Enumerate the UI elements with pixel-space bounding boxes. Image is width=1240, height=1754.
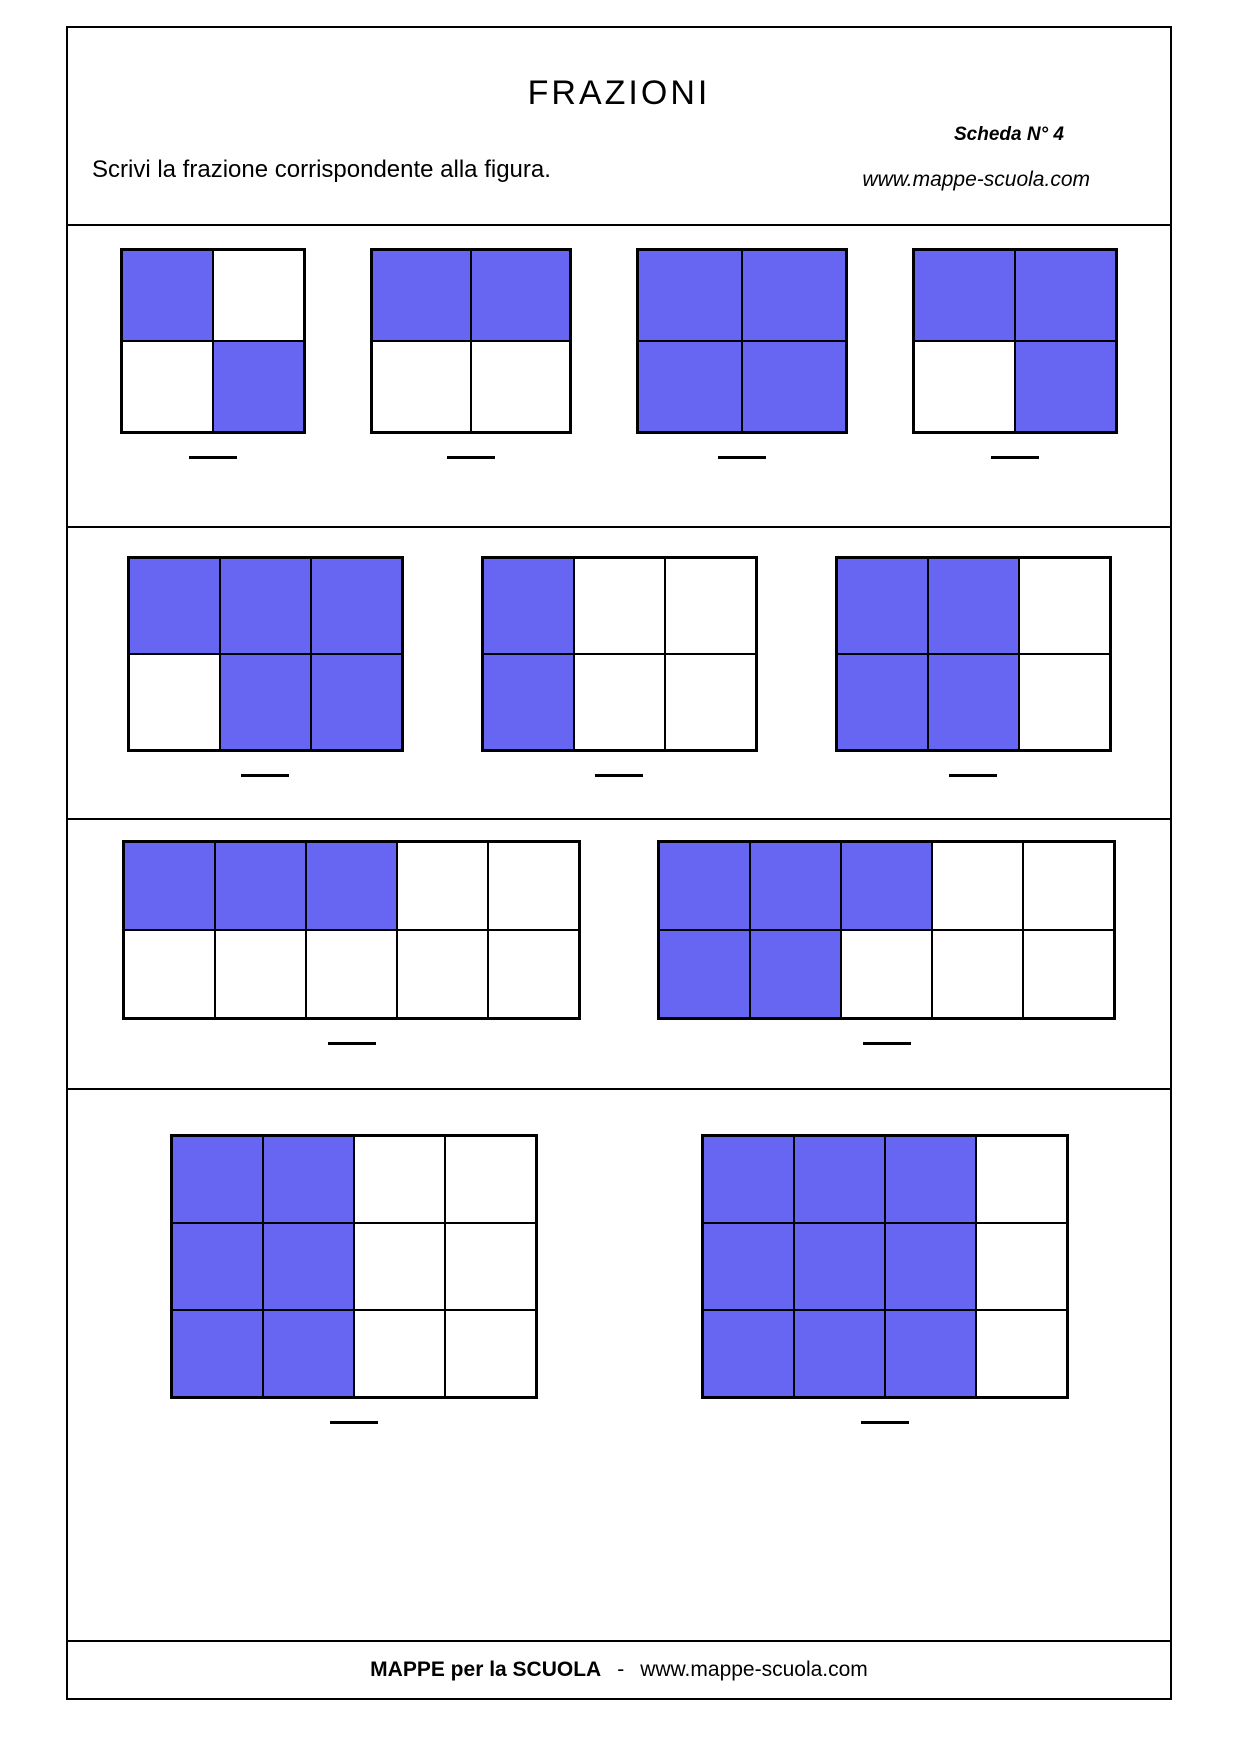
- figure-cell-empty: [488, 842, 579, 930]
- figure-cell-filled: [750, 842, 841, 930]
- figure-cell-filled: [220, 654, 311, 750]
- figure-cell-empty: [445, 1310, 536, 1397]
- footer-dash: -: [617, 1658, 625, 1681]
- figure-cell-filled: [372, 250, 471, 341]
- fraction-figure: [170, 1134, 538, 1399]
- instruction-text: Scrivi la frazione corrispondente alla figura.: [92, 156, 551, 183]
- figure-cell-filled: [794, 1310, 885, 1397]
- figure-cell-filled: [703, 1136, 794, 1223]
- figure-cell-filled: [1015, 250, 1116, 341]
- figure-cell-empty: [215, 930, 306, 1018]
- figure-cell-filled: [750, 930, 841, 1018]
- exercise-row-1: [68, 224, 1170, 526]
- answer-blank[interactable]: [447, 456, 495, 459]
- figure-cell-filled: [885, 1310, 976, 1397]
- fraction-exercise: [701, 1134, 1069, 1424]
- fraction-exercise: [636, 248, 848, 459]
- figure-cell-empty: [397, 842, 488, 930]
- fraction-exercise: [481, 556, 758, 777]
- figure-cell-filled: [172, 1223, 263, 1310]
- figure-cell-empty: [445, 1223, 536, 1310]
- worksheet-sheet: [66, 26, 1172, 1700]
- figure-cell-empty: [932, 930, 1023, 1018]
- fraction-figure: [120, 248, 306, 434]
- figure-cell-empty: [124, 930, 215, 1018]
- figure-cell-filled: [703, 1223, 794, 1310]
- figure-cell-filled: [263, 1310, 354, 1397]
- figure-cell-filled: [659, 930, 750, 1018]
- figure-cell-filled: [483, 558, 574, 654]
- figure-cell-empty: [129, 654, 220, 750]
- figure-cell-filled: [914, 250, 1015, 341]
- worksheet-header: [68, 28, 1170, 224]
- answer-blank[interactable]: [328, 1042, 376, 1045]
- figure-cell-empty: [1023, 930, 1114, 1018]
- answer-blank[interactable]: [595, 774, 643, 777]
- figure-cell-filled: [215, 842, 306, 930]
- exercise-row-4: [68, 1088, 1170, 1466]
- fraction-figure: [636, 248, 848, 434]
- fraction-figure: [657, 840, 1116, 1020]
- figure-cell-filled: [263, 1136, 354, 1223]
- figure-cell-filled: [885, 1223, 976, 1310]
- fraction-exercise: [912, 248, 1118, 459]
- fraction-exercise: [127, 556, 404, 777]
- figure-cell-filled: [122, 250, 213, 341]
- fraction-figure: [701, 1134, 1069, 1399]
- answer-blank[interactable]: [863, 1042, 911, 1045]
- figure-cell-filled: [129, 558, 220, 654]
- fraction-figure: [835, 556, 1112, 752]
- figure-cell-filled: [837, 558, 928, 654]
- figure-cell-filled: [311, 654, 402, 750]
- figure-cell-empty: [574, 654, 665, 750]
- fraction-exercise: [170, 1134, 538, 1424]
- fraction-figure: [481, 556, 758, 752]
- figure-cell-empty: [213, 250, 304, 341]
- figure-cell-filled: [742, 250, 846, 341]
- exercise-row-3-inner: [68, 820, 1170, 1088]
- figure-cell-filled: [638, 341, 742, 432]
- figure-cell-filled: [172, 1310, 263, 1397]
- figure-cell-filled: [928, 654, 1019, 750]
- answer-blank[interactable]: [861, 1421, 909, 1424]
- exercise-row-1-inner: [68, 226, 1170, 526]
- figure-cell-filled: [172, 1136, 263, 1223]
- figure-cell-empty: [932, 842, 1023, 930]
- fraction-exercise: [657, 840, 1116, 1045]
- answer-blank[interactable]: [718, 456, 766, 459]
- fraction-figure: [370, 248, 572, 434]
- figure-cell-empty: [488, 930, 579, 1018]
- page-title: FRAZIONI: [527, 74, 711, 112]
- fraction-exercise: [120, 248, 306, 459]
- figure-cell-filled: [742, 341, 846, 432]
- footer-brand: MAPPE per la SCUOLA: [370, 1658, 602, 1681]
- figure-cell-filled: [124, 842, 215, 930]
- figure-cell-filled: [638, 250, 742, 341]
- exercise-row-2-inner: [68, 528, 1170, 818]
- figure-cell-empty: [471, 341, 570, 432]
- figure-cell-filled: [659, 842, 750, 930]
- figure-cell-filled: [885, 1136, 976, 1223]
- sheet-number: Scheda N° 4: [953, 124, 1064, 145]
- exercise-row-2: [68, 526, 1170, 818]
- answer-blank[interactable]: [991, 456, 1039, 459]
- figure-cell-filled: [263, 1223, 354, 1310]
- figure-cell-empty: [1019, 558, 1110, 654]
- figure-cell-filled: [306, 842, 397, 930]
- fraction-figure: [122, 840, 581, 1020]
- figure-cell-empty: [665, 558, 756, 654]
- figure-cell-empty: [122, 341, 213, 432]
- figure-cell-empty: [445, 1136, 536, 1223]
- answer-blank[interactable]: [241, 774, 289, 777]
- figure-cell-empty: [354, 1136, 445, 1223]
- answer-blank[interactable]: [949, 774, 997, 777]
- figure-cell-empty: [397, 930, 488, 1018]
- figure-cell-empty: [354, 1223, 445, 1310]
- website-url: www.mappe-scuola.com: [862, 168, 1090, 191]
- footer-url: www.mappe-scuola.com: [640, 1658, 868, 1681]
- figure-cell-empty: [574, 558, 665, 654]
- fraction-figure: [127, 556, 404, 752]
- figure-cell-empty: [372, 341, 471, 432]
- figure-cell-filled: [1015, 341, 1116, 432]
- figure-cell-empty: [841, 930, 932, 1018]
- figure-cell-empty: [306, 930, 397, 1018]
- figure-cell-empty: [976, 1223, 1067, 1310]
- figure-cell-filled: [483, 654, 574, 750]
- figure-cell-empty: [354, 1310, 445, 1397]
- fraction-exercise: [835, 556, 1112, 777]
- figure-cell-filled: [213, 341, 304, 432]
- figure-cell-filled: [794, 1136, 885, 1223]
- figure-cell-filled: [471, 250, 570, 341]
- answer-blank[interactable]: [189, 456, 237, 459]
- figure-cell-empty: [1019, 654, 1110, 750]
- figure-cell-empty: [665, 654, 756, 750]
- figure-cell-filled: [837, 654, 928, 750]
- fraction-exercise: [122, 840, 581, 1045]
- exercise-row-4-inner: [68, 1090, 1170, 1466]
- answer-blank[interactable]: [330, 1421, 378, 1424]
- page-footer: [68, 1640, 1170, 1698]
- fraction-exercise: [370, 248, 572, 459]
- fraction-figure: [912, 248, 1118, 434]
- figure-cell-filled: [841, 842, 932, 930]
- figure-cell-empty: [976, 1136, 1067, 1223]
- figure-cell-filled: [928, 558, 1019, 654]
- figure-cell-filled: [311, 558, 402, 654]
- exercise-row-3: [68, 818, 1170, 1088]
- figure-cell-empty: [1023, 842, 1114, 930]
- figure-cell-filled: [794, 1223, 885, 1310]
- figure-cell-filled: [220, 558, 311, 654]
- figure-cell-empty: [914, 341, 1015, 432]
- figure-cell-empty: [976, 1310, 1067, 1397]
- figure-cell-filled: [703, 1310, 794, 1397]
